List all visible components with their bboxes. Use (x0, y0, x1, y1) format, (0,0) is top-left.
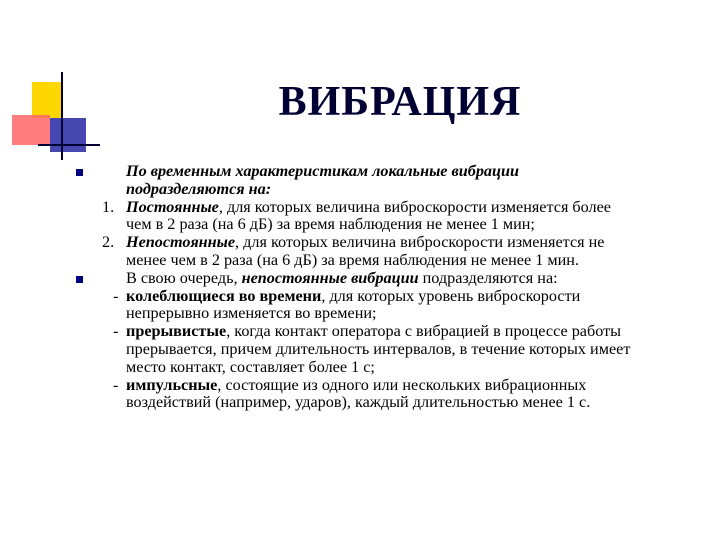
dash-item-2-cont-1 (76, 341, 706, 359)
bullet-square-icon (76, 276, 83, 283)
dash-item-2 (76, 323, 706, 341)
dash-item-1-text: , для которых уровень виброскорости (321, 286, 581, 305)
paragraph-1-text-b: подразделяются на: (126, 179, 272, 198)
bullet-square-icon (76, 169, 83, 176)
numbered-item-1 (76, 199, 706, 217)
item-2-text: , для которых величина виброскорости изменяется не (235, 233, 605, 252)
dash-item-2-line-3: место контакт, составляет более 1 с; (126, 357, 375, 376)
dash-item-1 (76, 288, 706, 306)
dash-marker-1: - (113, 286, 119, 305)
dash-item-3 (76, 377, 706, 395)
dash-item-3-text: , состоящие из одного или нескольких вибрационных (217, 375, 587, 394)
paragraph-1-text-a: По временным характеристикам локальные вибрации (126, 162, 520, 180)
number-marker-1: 1. (102, 197, 115, 216)
item-1-text: , для которых величина виброскорости изменяется более (218, 197, 611, 216)
dash-item-2-text: , когда контакт оператора с вибрацией в процессе работы (226, 322, 622, 341)
dash-item-3-term: импульсные (126, 375, 218, 394)
numbered-item-1-cont (76, 216, 706, 234)
dash-item-3-cont (76, 394, 706, 412)
item-1-term: Постоянные (126, 197, 219, 216)
slide-title: ВИБРАЦИЯ (278, 79, 522, 125)
paragraph-2-term: непостоянные вибрации (241, 268, 419, 287)
dash-item-1-line-2: непрерывно изменяется во времени; (126, 304, 377, 323)
dash-item-1-cont (76, 305, 706, 323)
dash-item-2-cont-2 (76, 359, 706, 377)
slide-body (76, 163, 706, 412)
paragraph-2-post: подразделяются на: (418, 268, 558, 287)
number-marker-2: 2. (102, 233, 115, 252)
dash-item-1-term: колеблющиеся во времени (126, 286, 322, 305)
dash-item-3-line-2: воздействий (например, ударов), каждый длительностью менее 1 с. (126, 393, 591, 412)
paragraph-1-line-1 (76, 163, 706, 181)
item-2-term: Непостоянные (126, 233, 236, 252)
dash-marker-3: - (113, 375, 119, 394)
dash-item-2-line-2: прерывается, причем длительность интервалов, в течение которых имеет (126, 339, 631, 358)
paragraph-2-pre: В свою очередь, (126, 268, 242, 287)
item-2-line-2: менее чем в 2 раза (на 6 дБ) за время наблюдения не менее 1 мин. (126, 250, 579, 269)
dash-item-2-term: прерывистые (126, 322, 227, 341)
item-1-line-2: чем в 2 раза (на 6 дБ) за время наблюдения не менее 1 мин; (126, 215, 535, 234)
numbered-item-2 (76, 234, 706, 252)
paragraph-1-line-2 (76, 181, 706, 199)
numbered-item-2-cont (76, 252, 706, 270)
paragraph-2 (76, 270, 706, 288)
dash-marker-2: - (113, 322, 119, 341)
